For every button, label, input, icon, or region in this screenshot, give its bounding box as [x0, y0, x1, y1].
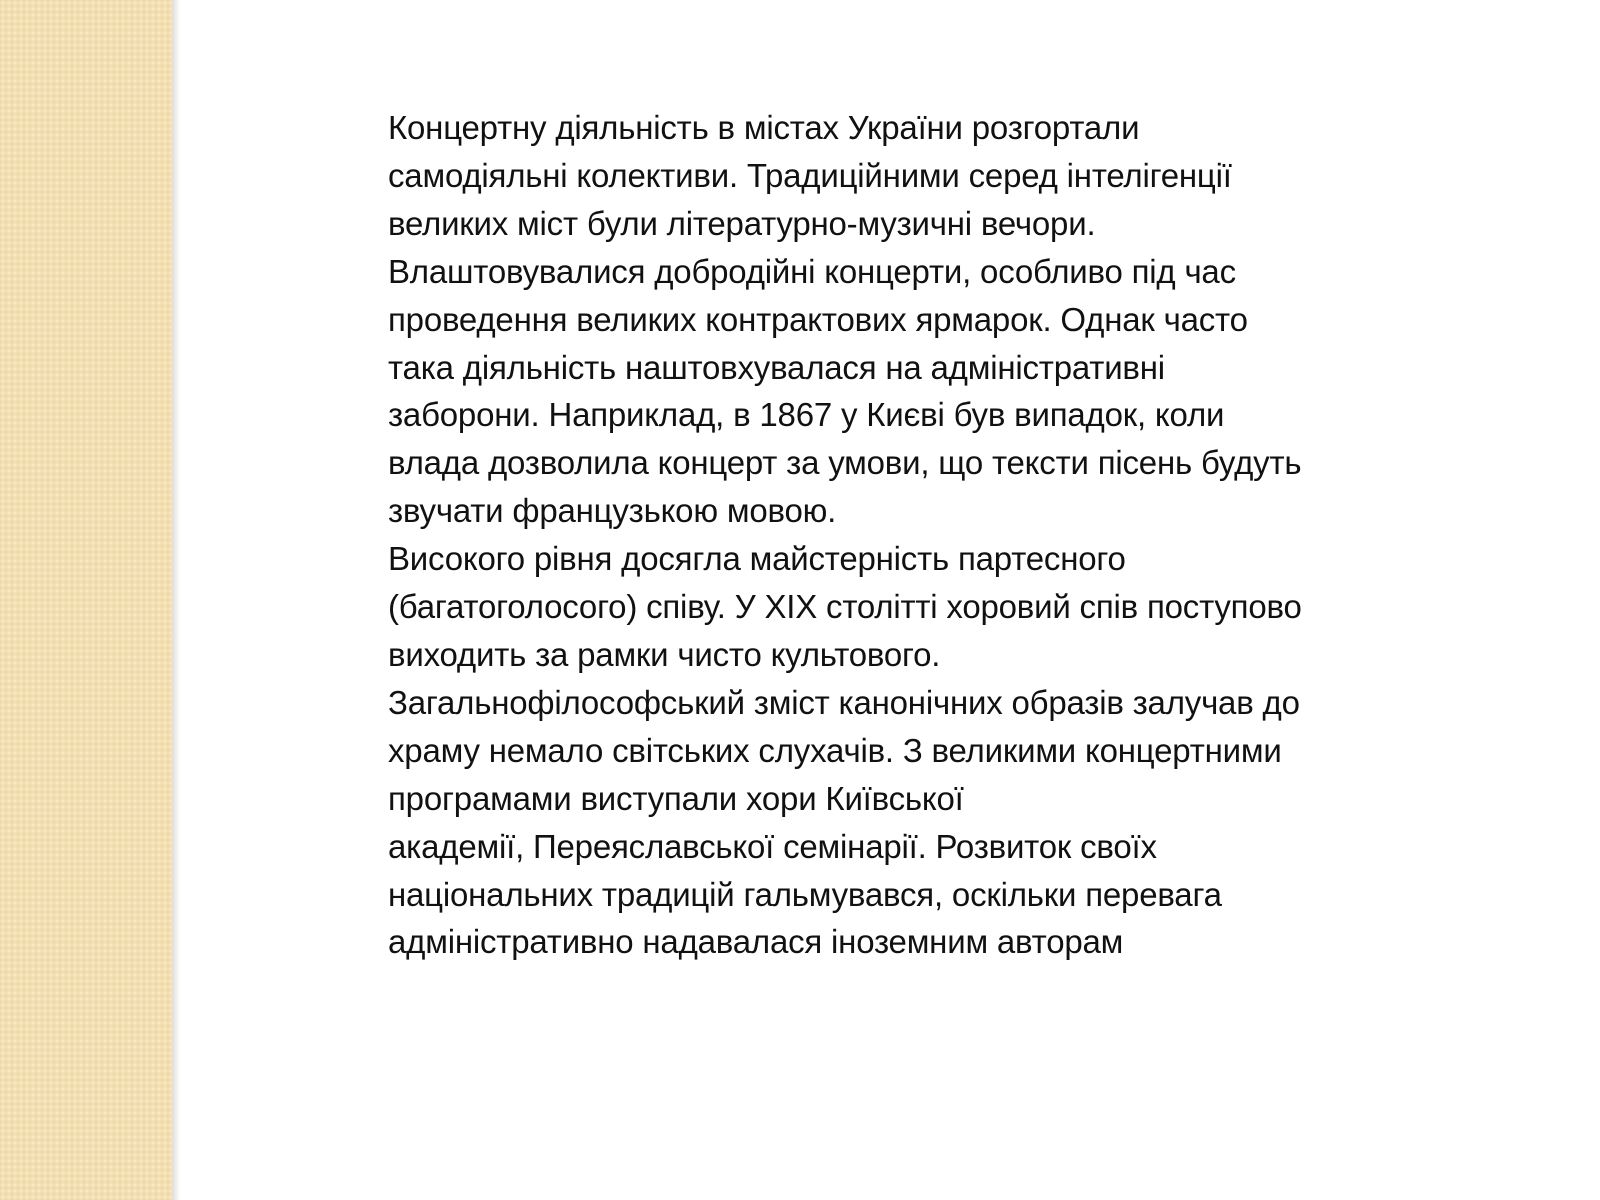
text-line: заборони. Наприклад, в 1867 у Києві був випадок, коли [388, 396, 1225, 434]
text-line: Загальнофілософський зміст канонічних образів залучав до [388, 683, 1300, 721]
text-line: виходить за рамки чисто культового. [388, 635, 941, 673]
text-line: програмами виступали хори Київської [388, 779, 964, 817]
text-line: звучати французькою мовою. [388, 492, 837, 530]
text-line: влада дозволила концерт за умови, що тексти пісень будуть [388, 444, 1302, 482]
text-line: Високого рівня досягла майстерність партесного [388, 540, 1126, 578]
text-line: храму немало світських слухачів. З великими концертними [388, 731, 1282, 769]
text-line: проведення великих контрактових ярмарок. Однак часто [388, 300, 1248, 338]
text-line: (багатоголосого) співу. У XIX столітті хоровий спів поступово [388, 588, 1302, 626]
decorative-side-band [0, 0, 172, 1200]
text-line: Влаштовувалися добродійні концерти, особливо під час [388, 252, 1236, 290]
text-line: Концертну діяльність в містах України розгортали [388, 109, 1140, 146]
text-line: адміністративно надавалася іноземним авторам [388, 923, 1124, 961]
slide-body-text [388, 104, 1468, 966]
text-line: академії, Переяславської семінарії. Розвиток своїх [388, 827, 1157, 865]
text-line: великих міст були літературно-музичні вечори. [388, 204, 1096, 242]
text-line: національних традицій гальмувався, оскільки перевага [388, 875, 1222, 913]
side-band-shadow [172, 0, 180, 1200]
text-line: самодіяльні колективи. Традиційними серед інтелігенції [388, 156, 1232, 194]
text-line: така діяльність наштовхувалася на адміністративні [388, 348, 1165, 386]
